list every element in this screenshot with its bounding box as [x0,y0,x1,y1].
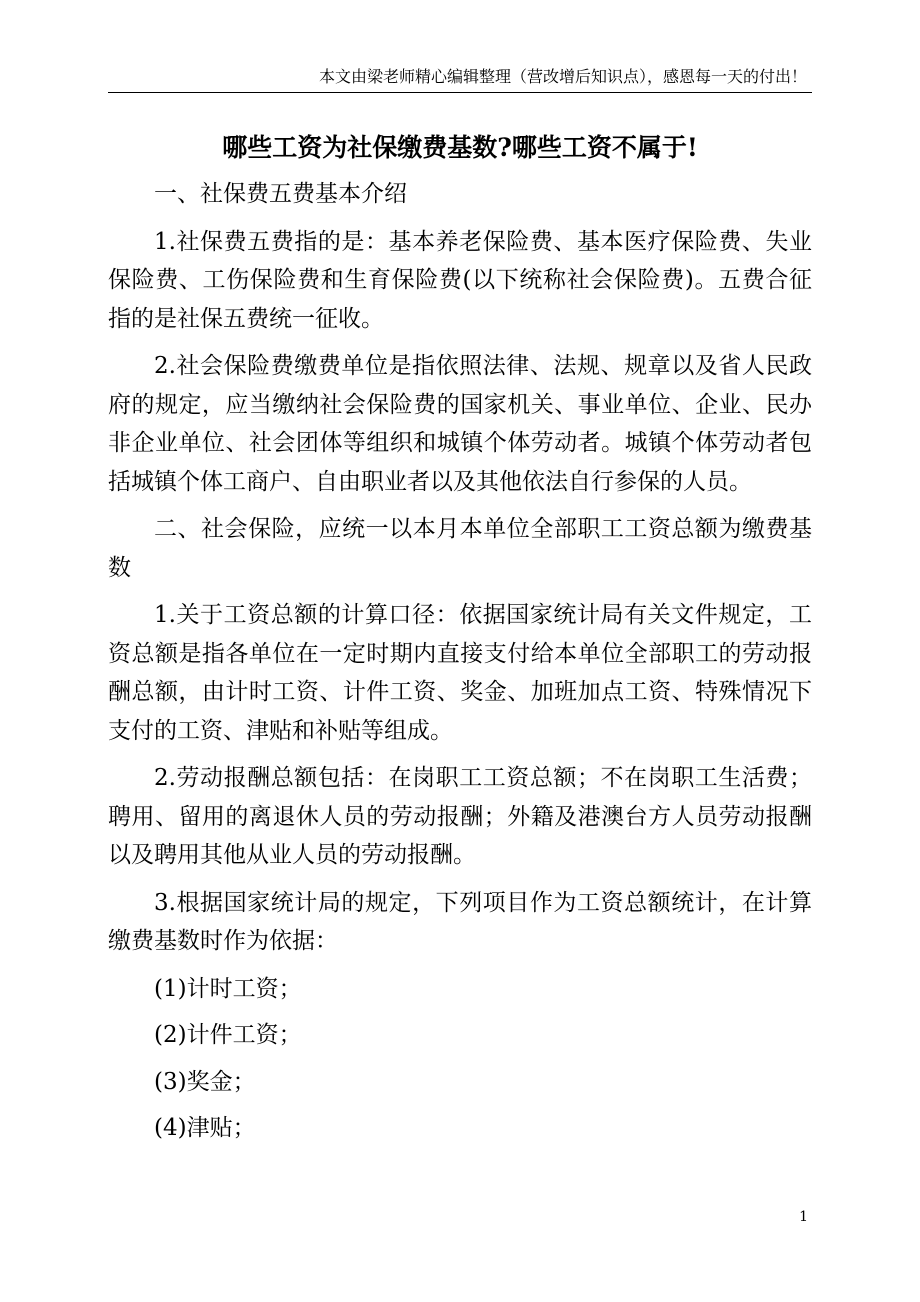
paragraph: 2.劳动报酬总额包括：在岗职工工资总额；不在岗职工生活费；聘用、留用的离退休人员的劳动报酬；外籍及港澳台方人员劳动报酬以及聘用其他从业人员的劳动报酬。 [108,765,812,868]
document-body [108,175,812,1156]
document-title: 哪些工资为社保缴费基数?哪些工资不属于! [222,133,698,162]
page-number: 1 [799,1209,808,1225]
section-heading-1: 一、社保费五费基本介绍 [154,181,407,207]
paragraph: 1.社保费五费指的是：基本养老保险费、基本医疗保险费、失业保险费、工伤保险费和生育保险费(以下统称社会保险费)。五费合征指的是社保五费统一征收。 [108,228,812,332]
list-item: (1)计时工资； [154,975,302,1002]
section-heading-2: 二、社会保险，应统一以本月本单位全部职工工资总额为缴费基数 [108,516,812,581]
paragraph: 3.根据国家统计局的规定，下列项目作为工资总额统计，在计算缴费基数时作为依据： [108,889,812,954]
paragraph: 2.社会保险费缴费单位是指依照法律、法规、规章以及省人民政府的规定，应当缴纳社会保险费的国家机关、事业单位、企业、民办非企业单位、社会团体等组织和城镇个体劳动者。城镇个体劳动者包括城镇个体工商户、自由职业者以及其他依法自行参保的人员。 [108,353,812,495]
list-item: (2)计件工资； [154,1022,302,1048]
paragraph: 1.关于工资总额的计算口径：依据国家统计局有关文件规定，工资总额是指各单位在一定时期内直接支付给本单位全部职工的劳动报酬总额，由计时工资、计件工资、奖金、加班加点工资、特殊情况下支付的工资、津贴和补贴等组成。 [108,602,812,744]
header-rule [108,92,812,93]
list-item: (3)奖金； [154,1068,256,1095]
header-note: 本文由梁老师精心编辑整理（营改增后知识点），感恩每一天的付出！ [318,67,807,86]
list-item: (4)津贴； [154,1115,256,1141]
